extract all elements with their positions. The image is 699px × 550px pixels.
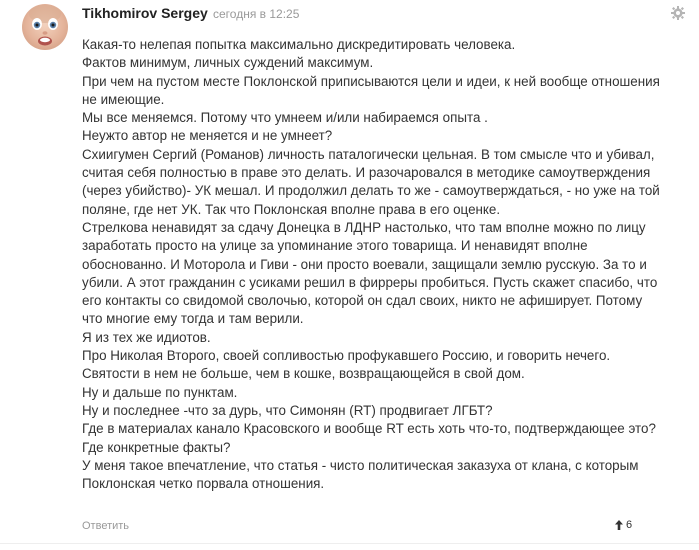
gear-icon[interactable] [671,6,685,20]
comment-line: Ну и дальше по пунктам. [82,384,238,400]
comment-line: Какая-то нелепая попытка максимально дискредитировать человека. [82,37,516,52]
comment-line: (через убийство)- УК мешал. И продолжил делать то же - самоутверждаться, - но уже на той [82,183,660,199]
comment-line: что многие ему тогда и там верили. [82,311,304,327]
comment-line: Стрелкова ненавидят за сдачу Донецка в ЛДНР настолько, что там вполне можно по лицу [82,219,646,235]
comment-timestamp: сегодня в 12:25 [213,7,300,21]
avatar[interactable] [22,4,68,50]
comment-line: Неужто автор не меняется и не умнеет? [82,128,333,144]
comment-line: Поклонская четко порвала отношения. [82,476,325,492]
comment-line: Схиигумен Сергий (Романов) личность паталогически цельная. В том смысле что и убивал, [82,146,655,162]
comment-text [82,36,682,493]
comment-line: При чем на пустом месте Поклонской приписываются цели и идеи, к ней вообще отношения [82,73,660,89]
comment-line: Фактов минимум, личных суждений максимум. [82,55,374,71]
comment-line: Святости в нем не больше, чем в кошке, возвращающейся в свой дом. [82,366,525,382]
arrow-up-icon [615,520,623,530]
avatar-image [22,4,68,50]
comment-line: не имеющие. [82,91,165,107]
comment-line: Про Николая Второго, своей сопливостью профукавшего Россию, и говорить нечего. [82,348,611,364]
comment-line: Мы все меняемся. Потому что умнеем и/или набираемся опыта . [82,110,488,126]
comment-line: Я из тех же идиотов. [82,329,211,345]
reply-button[interactable]: Ответить [82,520,130,532]
comment-line: его контакты со свидомой сволочью, которой он сдал своих, никто не афиширует. Потому [82,293,643,309]
comment-line: Где в материалах канало Красовского и вообще RT есть хоть что-то, подтверждающее это? [82,421,656,437]
comment-line: У меня такое впечатление, что статья - чисто политическая заказуха от клана, с которым [82,457,639,473]
comment-line: поляне, где нет УК. Так что Поклонская вполне права в его оценке. [82,201,501,217]
comment-author[interactable]: Tikhomirov Sergey [82,5,208,21]
comment-line: обоснованно. И Моторола и Гиви - они просто воевали, защищали землю русскую. За то и [82,256,647,272]
comment-line: Ну и последнее -что за дурь, что Симонян (RT) продвигает ЛГБТ? [82,402,493,418]
comment-line: Где конкретные факты? [82,439,231,455]
comment-line: убили. А этот гражданин с усиками решил в фирреры пробиться. Пусть скажет спасибо, что [82,274,658,290]
comment-line: заработать просто на улице за упоминание этого товарища. И ненавидят вполне [82,238,588,254]
like-button[interactable] [615,519,632,531]
likes-count: 6 [626,519,633,531]
comment-line: считая себя полностью в праве это делать. И разочаровался в методике самоутверждения [82,165,651,181]
divider [0,543,699,544]
